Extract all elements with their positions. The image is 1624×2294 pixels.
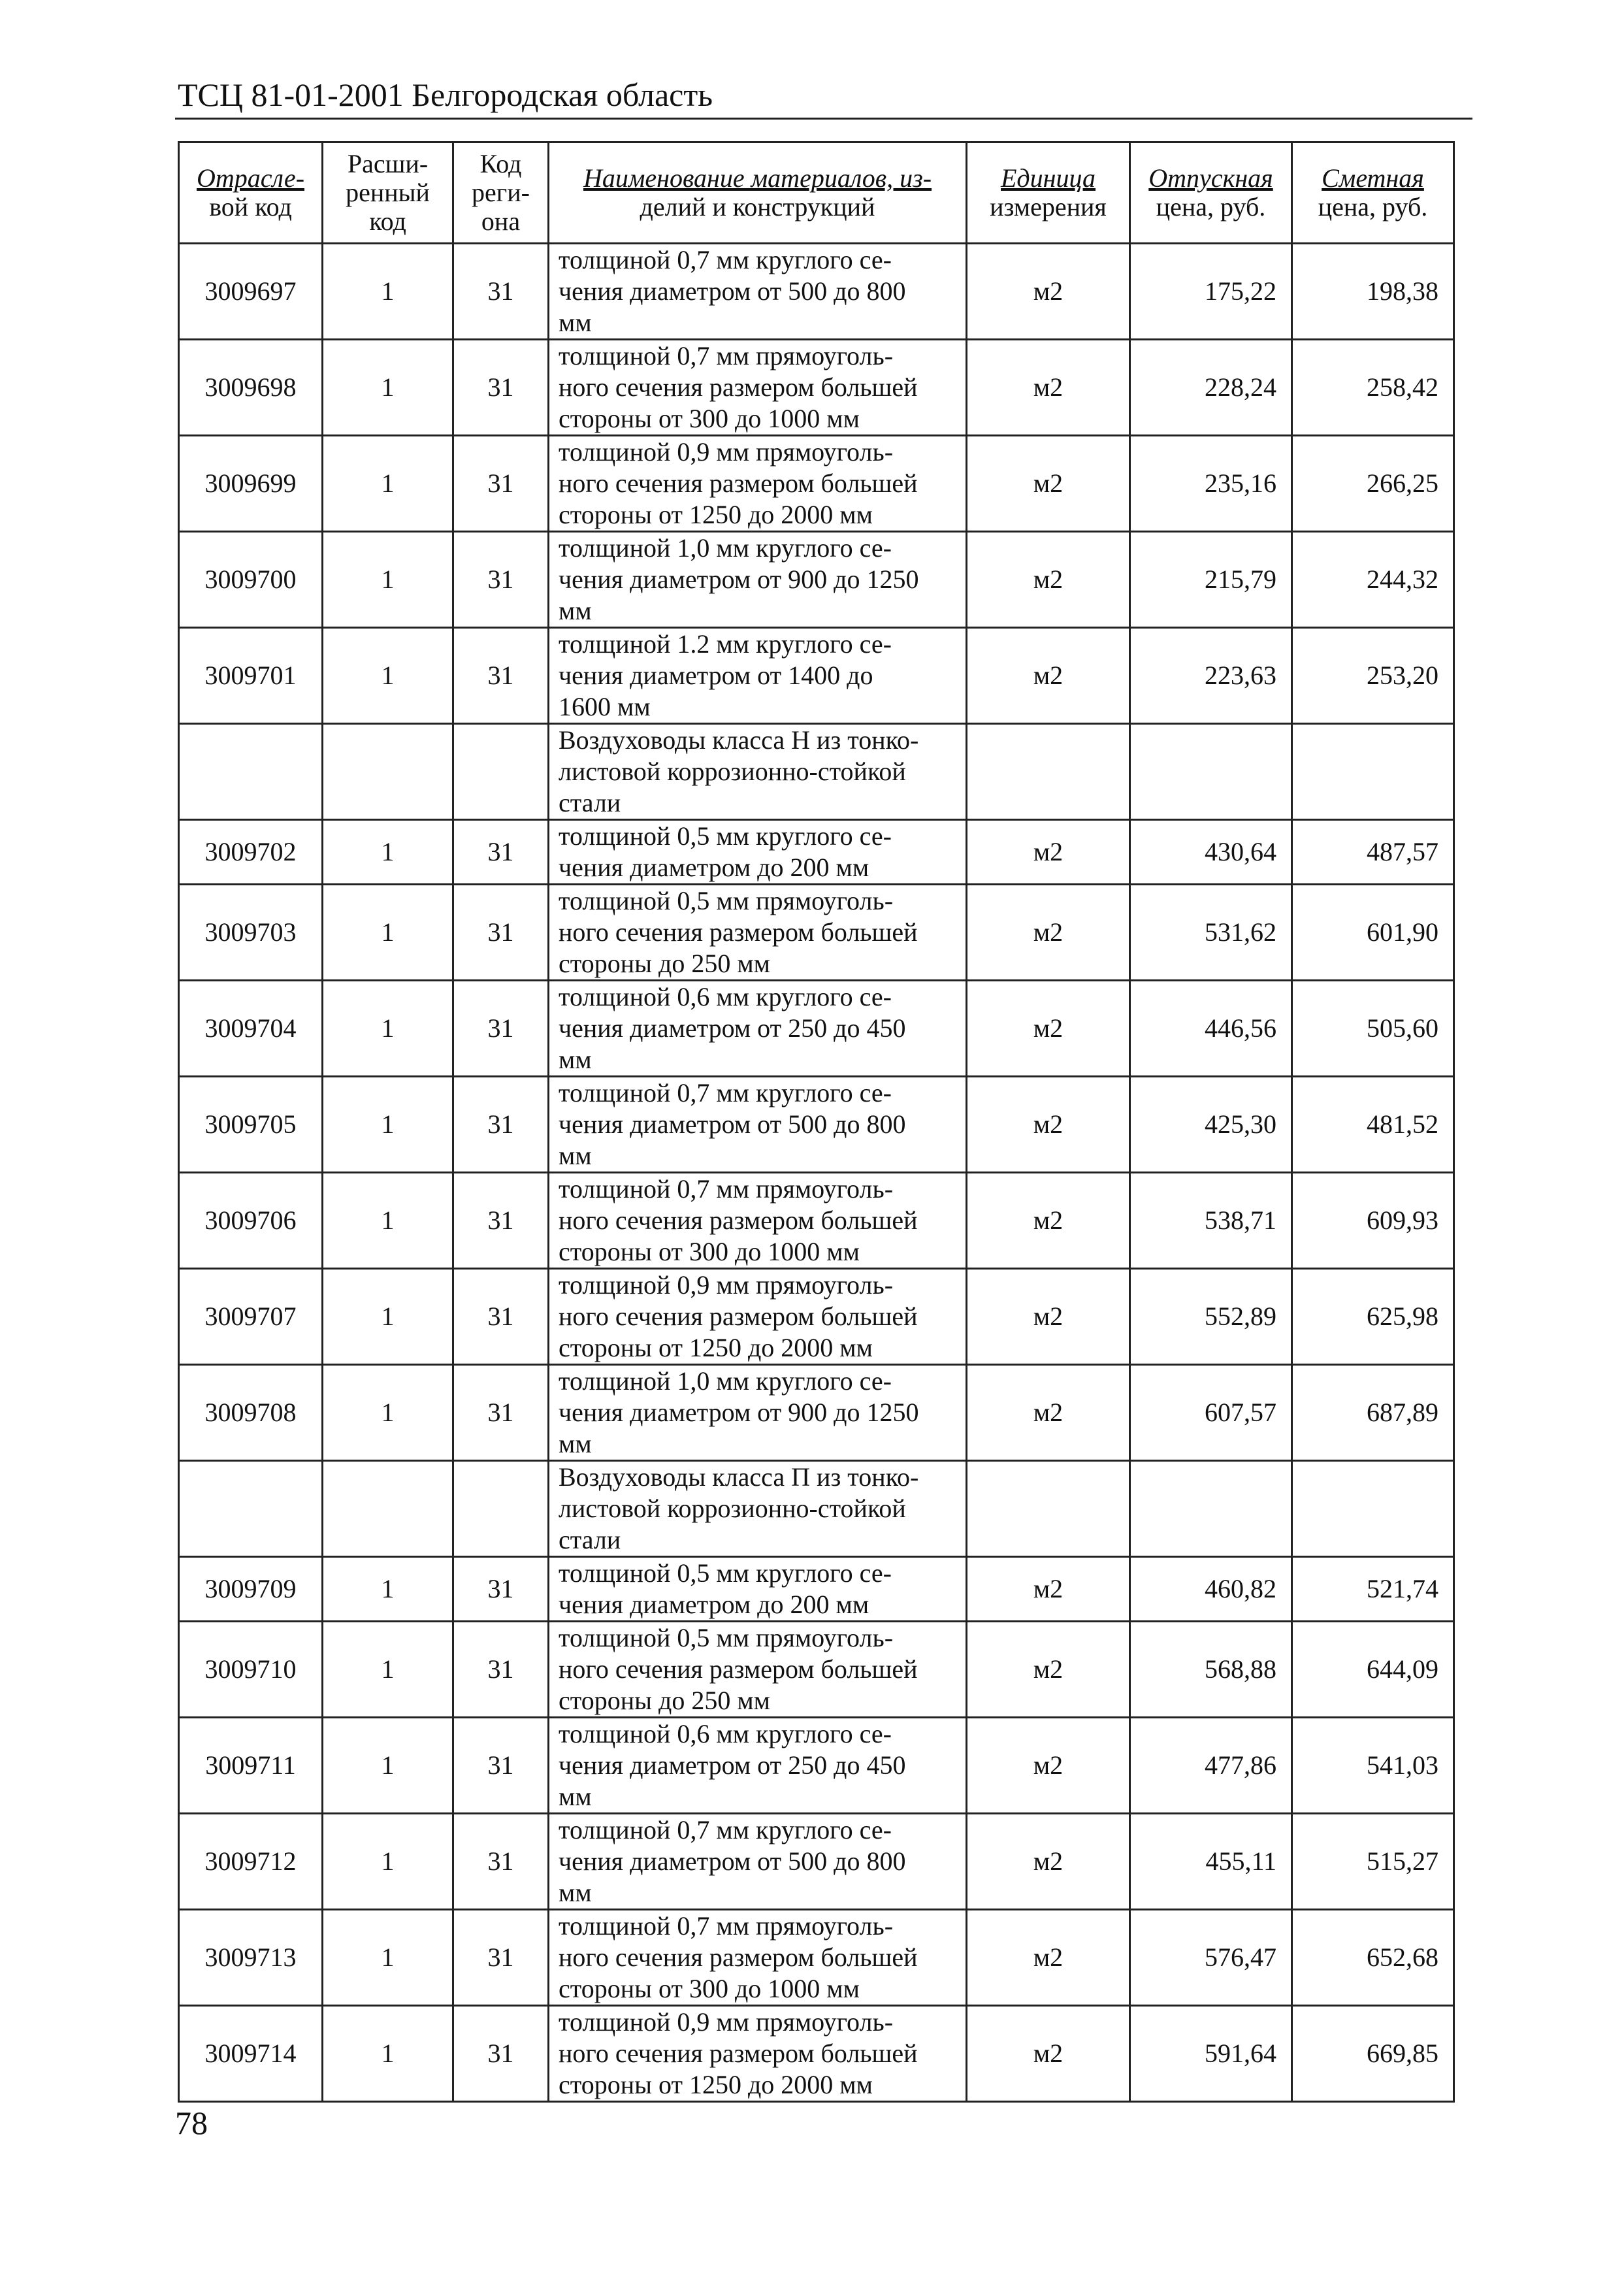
- material-name-cell: [549, 820, 967, 885]
- material-name-line: толщиной 0,7 мм круглого се-: [559, 245, 892, 274]
- material-name-line: толщиной 1,0 мм круглого се-: [559, 1366, 892, 1396]
- branch-code-cell: 3009703: [179, 885, 323, 981]
- material-name-cell: [549, 244, 967, 340]
- extended-code-cell: 1: [323, 628, 453, 724]
- region-code-cell: 31: [453, 1814, 549, 1910]
- table-row: [179, 1718, 1454, 1814]
- table-row: [179, 885, 1454, 981]
- release-price-cell: 215,79: [1130, 532, 1292, 628]
- material-name-cell: [549, 340, 967, 436]
- extended-code-cell: 1: [323, 1173, 453, 1269]
- material-name-line: 1600 мм: [559, 692, 651, 721]
- table-row: [179, 244, 1454, 340]
- table-row: [179, 340, 1454, 436]
- material-name-cell: [549, 1077, 967, 1173]
- branch-code-cell: 3009708: [179, 1365, 323, 1461]
- unit-cell: м2: [967, 820, 1130, 885]
- table-row: [179, 981, 1454, 1077]
- material-name-cell: [549, 981, 967, 1077]
- header-unit-line-1: Единица: [1001, 163, 1096, 193]
- region-code-cell: 31: [453, 1910, 549, 2006]
- release-price-cell: [1130, 1461, 1292, 1557]
- extended-code-cell: 1: [323, 436, 453, 532]
- branch-code-cell: [179, 1461, 323, 1557]
- material-name-cell: [549, 2006, 967, 2102]
- material-name-line: мм: [559, 596, 592, 625]
- table-row: [179, 1814, 1454, 1910]
- release-price-cell: 228,24: [1130, 340, 1292, 436]
- release-price-cell: 607,57: [1130, 1365, 1292, 1461]
- extended-code-cell: [323, 1461, 453, 1557]
- unit-cell: м2: [967, 1077, 1130, 1173]
- release-price-cell: 425,30: [1130, 1077, 1292, 1173]
- estimate-price-cell: 505,60: [1292, 981, 1454, 1077]
- material-name-line: толщиной 0,9 мм прямоуголь-: [559, 2007, 894, 2037]
- table-row: [179, 1461, 1454, 1557]
- material-name-line: мм: [559, 1429, 592, 1458]
- region-code-cell: [453, 724, 549, 820]
- branch-code-cell: 3009702: [179, 820, 323, 885]
- unit-cell: м2: [967, 1269, 1130, 1365]
- release-price-cell: 175,22: [1130, 244, 1292, 340]
- extended-code-cell: 1: [323, 1269, 453, 1365]
- region-code-cell: 31: [453, 244, 549, 340]
- material-name-line: чения диаметром от 250 до 450: [559, 1750, 906, 1780]
- branch-code-cell: 3009706: [179, 1173, 323, 1269]
- material-name-line: чения диаметром от 250 до 450: [559, 1013, 906, 1043]
- header-material-name-line-2: делий и конструкций: [640, 192, 875, 221]
- region-code-cell: 31: [453, 885, 549, 981]
- estimate-price-cell: 601,90: [1292, 885, 1454, 981]
- estimate-price-cell: 244,32: [1292, 532, 1454, 628]
- material-name-line: чения диаметром до 200 мм: [559, 853, 869, 882]
- region-code-cell: 31: [453, 1718, 549, 1814]
- release-price-cell: 576,47: [1130, 1910, 1292, 2006]
- unit-cell: [967, 724, 1130, 820]
- material-name-line: стороны до 250 мм: [559, 1686, 770, 1715]
- extended-code-cell: 1: [323, 820, 453, 885]
- table-row: [179, 1269, 1454, 1365]
- release-price-cell: 223,63: [1130, 628, 1292, 724]
- branch-code-cell: 3009712: [179, 1814, 323, 1910]
- region-code-cell: 31: [453, 1365, 549, 1461]
- header-extended-code-line-2: ренный: [346, 178, 430, 207]
- material-name-line: толщиной 0,7 мм круглого се-: [559, 1815, 892, 1844]
- estimate-price-cell: 515,27: [1292, 1814, 1454, 1910]
- table-row: [179, 1077, 1454, 1173]
- material-name-cell: [549, 1173, 967, 1269]
- region-code-cell: 31: [453, 981, 549, 1077]
- material-name-cell: [549, 436, 967, 532]
- region-code-cell: 31: [453, 532, 549, 628]
- table-row: [179, 628, 1454, 724]
- extended-code-cell: 1: [323, 2006, 453, 2102]
- estimate-price-cell: 652,68: [1292, 1910, 1454, 2006]
- header-release-price-line-1: Отпускная: [1148, 163, 1273, 193]
- material-name-line: стали: [559, 788, 621, 817]
- estimate-price-cell: 644,09: [1292, 1622, 1454, 1718]
- material-name-line: ного сечения размером большей: [559, 2039, 918, 2068]
- branch-code-cell: 3009709: [179, 1557, 323, 1622]
- branch-code-cell: 3009698: [179, 340, 323, 436]
- extended-code-cell: 1: [323, 1557, 453, 1622]
- header-extended-code-line-3: код: [369, 206, 406, 236]
- material-name-line: листовой коррозионно-стойкой: [559, 1494, 906, 1523]
- material-name-cell: [549, 628, 967, 724]
- region-code-cell: 31: [453, 1269, 549, 1365]
- table-row: [179, 532, 1454, 628]
- release-price-cell: 460,82: [1130, 1557, 1292, 1622]
- header-unit: [967, 142, 1130, 244]
- material-name-line: толщиной 0,9 мм прямоуголь-: [559, 437, 894, 467]
- extended-code-cell: [323, 724, 453, 820]
- branch-code-cell: 3009697: [179, 244, 323, 340]
- material-name-line: ного сечения размером большей: [559, 1654, 918, 1684]
- material-name-line: мм: [559, 1782, 592, 1811]
- material-name-line: мм: [559, 308, 592, 337]
- branch-code-cell: 3009704: [179, 981, 323, 1077]
- release-price-cell: 568,88: [1130, 1622, 1292, 1718]
- extended-code-cell: 1: [323, 981, 453, 1077]
- material-name-line: толщиной 0,7 мм прямоуголь-: [559, 1174, 894, 1204]
- unit-cell: м2: [967, 1622, 1130, 1718]
- table-row: [179, 724, 1454, 820]
- extended-code-cell: 1: [323, 1718, 453, 1814]
- material-name-line: ного сечения размером большей: [559, 917, 918, 947]
- table-body: [179, 244, 1454, 2102]
- material-name-line: чения диаметром от 500 до 800: [559, 276, 906, 306]
- header-estimate-price: [1292, 142, 1454, 244]
- material-name-line: чения диаметром от 500 до 800: [559, 1846, 906, 1876]
- unit-cell: м2: [967, 340, 1130, 436]
- material-name-line: ного сечения размером большей: [559, 1302, 918, 1331]
- material-name-line: листовой коррозионно-стойкой: [559, 757, 906, 786]
- material-name-line: Воздуховоды класса Н из тонко-: [559, 725, 919, 755]
- branch-code-cell: [179, 724, 323, 820]
- material-name-line: ного сечения размером большей: [559, 1942, 918, 1972]
- header-material-name: [549, 142, 967, 244]
- material-name-line: мм: [559, 1878, 592, 1907]
- estimate-price-cell: 198,38: [1292, 244, 1454, 340]
- header-region-code: [453, 142, 549, 244]
- extended-code-cell: 1: [323, 244, 453, 340]
- unit-cell: м2: [967, 2006, 1130, 2102]
- table-row: [179, 1557, 1454, 1622]
- header-region-code-line-1: Код: [479, 149, 522, 178]
- region-code-cell: 31: [453, 2006, 549, 2102]
- branch-code-cell: 3009699: [179, 436, 323, 532]
- estimate-price-cell: 625,98: [1292, 1269, 1454, 1365]
- unit-cell: м2: [967, 885, 1130, 981]
- branch-code-cell: 3009705: [179, 1077, 323, 1173]
- release-price-cell: 235,16: [1130, 436, 1292, 532]
- estimate-price-cell: 481,52: [1292, 1077, 1454, 1173]
- region-code-cell: 31: [453, 1557, 549, 1622]
- extended-code-cell: 1: [323, 885, 453, 981]
- release-price-cell: 455,11: [1130, 1814, 1292, 1910]
- table-row: [179, 820, 1454, 885]
- material-name-line: чения диаметром от 900 до 1250: [559, 565, 919, 594]
- header-extended-code: [323, 142, 453, 244]
- table-row: [179, 436, 1454, 532]
- release-price-cell: 552,89: [1130, 1269, 1292, 1365]
- material-name-line: чения диаметром от 1400 до: [559, 661, 873, 690]
- material-name-cell: [549, 1365, 967, 1461]
- material-name-line: Воздуховоды класса П из тонко-: [559, 1462, 919, 1492]
- unit-cell: м2: [967, 532, 1130, 628]
- unit-cell: м2: [967, 1173, 1130, 1269]
- extended-code-cell: 1: [323, 1365, 453, 1461]
- header-extended-code-line-1: Расши-: [347, 149, 429, 178]
- extended-code-cell: 1: [323, 1814, 453, 1910]
- table-header-row: [179, 142, 1454, 244]
- estimate-price-cell: 266,25: [1292, 436, 1454, 532]
- header-rule: [175, 118, 1472, 120]
- region-code-cell: [453, 1461, 549, 1557]
- header-region-code-line-3: она: [481, 206, 521, 236]
- material-name-cell: [549, 1269, 967, 1365]
- material-name-line: чения диаметром до 200 мм: [559, 1590, 869, 1619]
- region-code-cell: 31: [453, 1077, 549, 1173]
- material-name-line: мм: [559, 1141, 592, 1170]
- unit-cell: м2: [967, 1557, 1130, 1622]
- region-code-cell: 31: [453, 628, 549, 724]
- material-name-cell: [549, 885, 967, 981]
- material-name-cell: [549, 1622, 967, 1718]
- branch-code-cell: 3009713: [179, 1910, 323, 2006]
- material-name-cell: [549, 532, 967, 628]
- header-release-price: [1130, 142, 1292, 244]
- region-code-cell: 31: [453, 340, 549, 436]
- unit-cell: м2: [967, 1718, 1130, 1814]
- unit-cell: м2: [967, 628, 1130, 724]
- material-name-line: стали: [559, 1525, 621, 1554]
- header-unit-line-2: измерения: [990, 192, 1107, 221]
- material-name-line: стороны от 1250 до 2000 мм: [559, 1333, 873, 1362]
- header-branch-code: [179, 142, 323, 244]
- material-name-line: ного сечения размером большей: [559, 372, 918, 402]
- release-price-cell: 430,64: [1130, 820, 1292, 885]
- header-estimate-price-line-2: цена, руб.: [1318, 192, 1428, 221]
- material-name-cell: [549, 1461, 967, 1557]
- material-name-cell: [549, 1718, 967, 1814]
- header-region-code-line-2: реги-: [472, 178, 530, 207]
- header-release-price-line-2: цена, руб.: [1156, 192, 1266, 221]
- material-name-line: толщиной 0,7 мм прямоуголь-: [559, 341, 894, 370]
- material-name-line: стороны от 300 до 1000 мм: [559, 1974, 860, 2003]
- region-code-cell: 31: [453, 436, 549, 532]
- unit-cell: м2: [967, 981, 1130, 1077]
- estimate-price-cell: 253,20: [1292, 628, 1454, 724]
- material-name-line: ного сечения размером большей: [559, 468, 918, 498]
- material-name-line: толщиной 1,0 мм круглого се-: [559, 533, 892, 563]
- header-branch-code-line-1: Отрасле-: [196, 163, 305, 193]
- release-price-cell: 591,64: [1130, 2006, 1292, 2102]
- material-name-line: стороны от 300 до 1000 мм: [559, 404, 860, 433]
- material-name-line: толщиной 0,6 мм круглого се-: [559, 982, 892, 1011]
- material-name-cell: [549, 1814, 967, 1910]
- unit-cell: м2: [967, 1365, 1130, 1461]
- material-name-line: стороны от 300 до 1000 мм: [559, 1237, 860, 1266]
- table-row: [179, 2006, 1454, 2102]
- material-name-cell: [549, 1557, 967, 1622]
- material-name-line: толщиной 1.2 мм круглого се-: [559, 629, 892, 659]
- estimate-price-cell: 541,03: [1292, 1718, 1454, 1814]
- estimate-price-cell: 487,57: [1292, 820, 1454, 885]
- material-name-line: толщиной 0,7 мм круглого се-: [559, 1078, 892, 1107]
- table-row: [179, 1622, 1454, 1718]
- release-price-cell: 538,71: [1130, 1173, 1292, 1269]
- branch-code-cell: 3009714: [179, 2006, 323, 2102]
- header-material-name-line-1: Наименование материалов, из-: [583, 163, 932, 193]
- page-number: 78: [175, 2105, 208, 2141]
- table-row: [179, 1910, 1454, 2006]
- region-code-cell: 31: [453, 1622, 549, 1718]
- material-name-cell: [549, 724, 967, 820]
- material-name-line: толщиной 0,5 мм прямоуголь-: [559, 1623, 894, 1652]
- extended-code-cell: 1: [323, 1622, 453, 1718]
- material-name-line: толщиной 0,7 мм прямоуголь-: [559, 1911, 894, 1941]
- extended-code-cell: 1: [323, 340, 453, 436]
- material-name-line: мм: [559, 1045, 592, 1074]
- estimate-price-cell: 687,89: [1292, 1365, 1454, 1461]
- material-name-line: стороны от 1250 до 2000 мм: [559, 500, 873, 529]
- material-name-line: толщиной 0,6 мм круглого се-: [559, 1719, 892, 1748]
- region-code-cell: 31: [453, 1173, 549, 1269]
- estimate-price-cell: 669,85: [1292, 2006, 1454, 2102]
- release-price-cell: 531,62: [1130, 885, 1292, 981]
- material-name-line: толщиной 0,9 мм прямоуголь-: [559, 1270, 894, 1300]
- estimate-price-cell: [1292, 1461, 1454, 1557]
- header-estimate-price-line-1: Сметная: [1322, 163, 1424, 193]
- header-branch-code-line-2: вой код: [209, 192, 292, 221]
- table-row: [179, 1365, 1454, 1461]
- material-name-line: стороны от 1250 до 2000 мм: [559, 2070, 873, 2099]
- page-header: ТСЦ 81-01-2001 Белгородская область: [178, 76, 713, 113]
- region-code-cell: 31: [453, 820, 549, 885]
- estimate-price-cell: [1292, 724, 1454, 820]
- branch-code-cell: 3009710: [179, 1622, 323, 1718]
- estimate-price-cell: 609,93: [1292, 1173, 1454, 1269]
- material-name-line: чения диаметром от 900 до 1250: [559, 1398, 919, 1427]
- price-table: [178, 141, 1455, 2103]
- material-name-line: толщиной 0,5 мм круглого се-: [559, 1558, 892, 1588]
- unit-cell: м2: [967, 1910, 1130, 2006]
- unit-cell: м2: [967, 1814, 1130, 1910]
- table-row: [179, 1173, 1454, 1269]
- unit-cell: [967, 1461, 1130, 1557]
- material-name-line: толщиной 0,5 мм круглого се-: [559, 821, 892, 851]
- extended-code-cell: 1: [323, 1077, 453, 1173]
- material-name-line: чения диаметром от 500 до 800: [559, 1109, 906, 1139]
- material-name-line: стороны до 250 мм: [559, 949, 770, 978]
- material-name-cell: [549, 1910, 967, 2006]
- material-name-line: толщиной 0,5 мм прямоуголь-: [559, 886, 894, 915]
- branch-code-cell: 3009700: [179, 532, 323, 628]
- material-name-line: ного сечения размером большей: [559, 1205, 918, 1235]
- release-price-cell: 446,56: [1130, 981, 1292, 1077]
- unit-cell: м2: [967, 244, 1130, 340]
- estimate-price-cell: 258,42: [1292, 340, 1454, 436]
- branch-code-cell: 3009711: [179, 1718, 323, 1814]
- unit-cell: м2: [967, 436, 1130, 532]
- release-price-cell: 477,86: [1130, 1718, 1292, 1814]
- extended-code-cell: 1: [323, 1910, 453, 2006]
- branch-code-cell: 3009707: [179, 1269, 323, 1365]
- branch-code-cell: 3009701: [179, 628, 323, 724]
- extended-code-cell: 1: [323, 532, 453, 628]
- release-price-cell: [1130, 724, 1292, 820]
- estimate-price-cell: 521,74: [1292, 1557, 1454, 1622]
